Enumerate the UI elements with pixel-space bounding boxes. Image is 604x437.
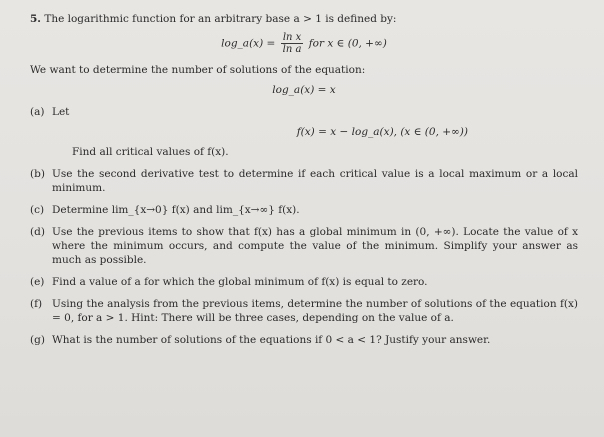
definition-domain: for x ∈ (0, +∞) (308, 37, 387, 50)
part-e-text: Find a value of a for which the global minimum of f(x) is equal to zero. (52, 276, 428, 288)
definition-formula (30, 32, 578, 55)
part-d-label: (d) (30, 226, 45, 238)
problem-intro (30, 12, 578, 26)
part-c (30, 203, 578, 217)
part-a-formula: f(x) = x − log_a(x), (x ∈ (0, +∞)) (296, 126, 468, 138)
problem-number: 5. (30, 13, 41, 25)
part-f (30, 297, 578, 325)
part-a-label: (a) (30, 106, 45, 118)
statement-text: We want to determine the number of solutions of the equation: (30, 64, 366, 76)
definition-fraction (281, 32, 304, 55)
part-g-label: (g) (30, 334, 45, 346)
intro-text: The logarithmic function for an arbitrary base a > 1 is defined by: (44, 13, 397, 25)
part-b (30, 167, 578, 195)
part-a-text2: Find all critical values of f(x). (72, 146, 229, 158)
part-c-text: Determine lim_{x→0} f(x) and lim_{x→∞} f(x). (52, 204, 300, 216)
definition-lhs: log_a(x) = (221, 37, 276, 50)
part-f-label: (f) (30, 298, 43, 310)
part-b-label: (b) (30, 168, 45, 180)
part-g-text: What is the number of solutions of the equations if 0 < a < 1? Justify your answer. (52, 334, 491, 346)
part-d-text: Use the previous items to show that f(x) has a global minimum in (0, +∞). Locate the value of x where the minimum occurs, and compute the value of the minimum. Simplify your answer as much as possible. (52, 226, 578, 266)
part-c-label: (c) (30, 204, 45, 216)
part-b-text: Use the second derivative test to determine if each critical value is a local maximum or a local minimum. (52, 168, 578, 194)
part-a (30, 105, 578, 119)
fraction-denominator: ln a (282, 44, 302, 55)
main-equation: log_a(x) = x (272, 84, 336, 96)
part-g (30, 333, 578, 347)
fraction-numerator: ln x (281, 32, 304, 44)
part-d (30, 225, 578, 267)
part-a-text: Let (52, 106, 70, 118)
part-e-label: (e) (30, 276, 45, 288)
part-e (30, 275, 578, 289)
part-f-text: Using the analysis from the previous items, determine the number of solutions of the equation f(x) = 0, for a > 1. Hint: There will be three cases, depending on the value of a. (52, 298, 578, 324)
